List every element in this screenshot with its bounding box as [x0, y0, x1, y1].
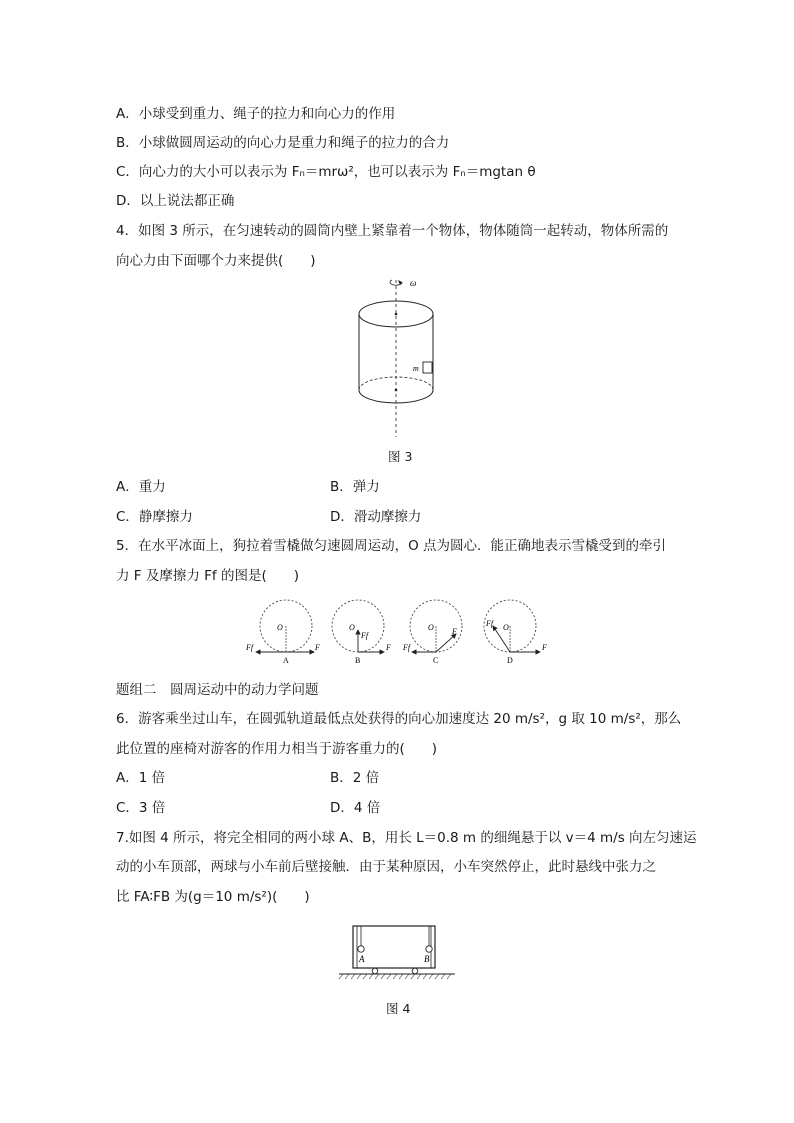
q4-option-a: A．重力: [116, 479, 166, 495]
q5-stem-line-1: 5．在水平冰面上，狗拉着雪橇做匀速圆周运动，O 点为圆心．能正确地表示雪橇受到的牵引: [116, 538, 667, 554]
svg-text:O: O: [503, 623, 509, 632]
q4-stem-line-1: 4．如图 3 所示，在匀速转动的圆筒内壁上紧靠着一个物体，物体随筒一起转动，物体所需的: [116, 223, 669, 239]
diagram-b: [332, 600, 391, 665]
q4-stem-line-2: 向心力由下面哪个力来提供( ): [116, 253, 316, 269]
svg-text:O: O: [277, 623, 283, 632]
q4-option-b: B．弹力: [330, 479, 380, 495]
q4-option-c: C．静摩擦力: [116, 509, 193, 525]
figure-4-caption: 图 4: [386, 1001, 411, 1016]
svg-text:F: F: [542, 643, 547, 652]
diagram-a: [245, 600, 320, 665]
svg-text:Ff: Ff: [361, 631, 369, 640]
q4-option-d: D．滑动摩擦力: [330, 509, 422, 525]
svg-text:D: D: [507, 656, 513, 665]
q6-stem-line-2: 此位置的座椅对游客的作用力相当于游客重力的( ): [116, 741, 438, 757]
svg-text:C: C: [433, 656, 439, 665]
figure-3-caption: 图 3: [388, 449, 413, 464]
q6-option-b: B．2 倍: [330, 770, 380, 786]
svg-text:Ff: Ff: [246, 643, 254, 652]
svg-text:B: B: [355, 656, 361, 665]
omega-label: ω: [410, 278, 417, 288]
q3-option-a: A．小球受到重力、绳子的拉力和向心力的作用: [116, 106, 396, 122]
figure-q5-force-diagrams: [240, 596, 560, 668]
svg-text:F: F: [452, 627, 457, 636]
q7-stem-line-3: 比 FA∶FB 为(g＝10 m/s²)( ): [116, 889, 310, 905]
q6-option-d: D．4 倍: [330, 800, 381, 816]
ball-a-label: A: [359, 954, 365, 964]
section-heading-group-2: 题组二 圆周运动中的动力学问题: [116, 682, 319, 698]
svg-text:O: O: [349, 623, 355, 632]
q6-option-a: A．1 倍: [116, 770, 166, 786]
ball-b-label: B: [424, 954, 430, 964]
q7-stem-line-2: 动的小车顶部，两球与小车前后壁接触．由于某种原因，小车突然停止，此时悬线中张力之: [116, 859, 656, 875]
svg-text:Ff: Ff: [403, 643, 411, 652]
q6-option-c: C．3 倍: [116, 800, 166, 816]
svg-text:A: A: [283, 656, 289, 665]
q3-option-d: D．以上说法都正确: [116, 193, 235, 209]
q7-stem-line-1: 7.如图 4 所示，将完全相同的两小球 A、B，用长 L＝0.8 m 的细绳悬于以 v＝4 m/s 向左匀速运: [116, 830, 697, 846]
svg-text:Ff: Ff: [486, 619, 494, 628]
figure-4-cart-with-balls: [335, 918, 461, 984]
svg-text:F: F: [315, 643, 320, 652]
diagram-c: [402, 600, 462, 665]
diagram-d: [484, 600, 547, 665]
svg-text:F: F: [386, 643, 391, 652]
q6-stem-line-1: 6．游客乘坐过山车，在圆弧轨道最低点处获得的向心加速度达 20 m/s²，g 取 10 m/s²，那么: [116, 711, 682, 727]
svg-text:O: O: [428, 623, 434, 632]
q3-option-c: C．向心力的大小可以表示为 Fₙ＝mrω²，也可以表示为 Fₙ＝mgtan θ: [116, 164, 536, 180]
q3-option-b: B．小球做圆周运动的向心力是重力和绳子的拉力的合力: [116, 135, 450, 151]
q5-stem-line-2: 力 F 及摩擦力 Ff 的图是( ): [116, 568, 299, 584]
figure-3-rotating-cylinder: [340, 272, 450, 442]
mass-label: m: [413, 364, 419, 373]
